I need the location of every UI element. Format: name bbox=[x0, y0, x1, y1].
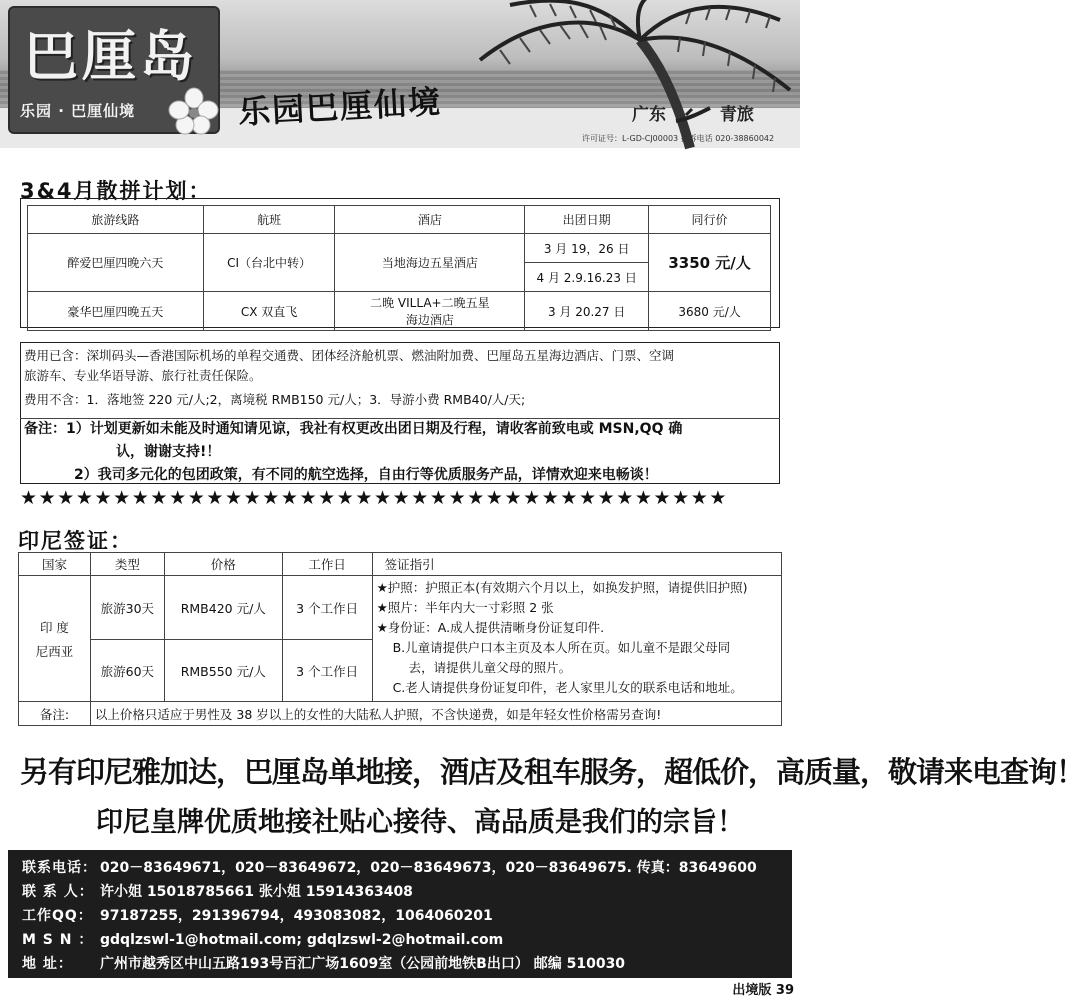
brand-logo bbox=[8, 6, 220, 134]
header-route: 旅游线路 bbox=[28, 206, 204, 234]
contact-address-row bbox=[22, 952, 778, 976]
hotel-cell: 当地海边五星酒店 bbox=[335, 234, 525, 292]
note-line: 认，谢谢支持!！ bbox=[116, 444, 221, 460]
swoosh-icon bbox=[672, 107, 714, 123]
flight-cell: CX 双直飞 bbox=[203, 292, 335, 331]
note-line: 2）我司多元化的包团政策，有不同的航空选择，自由行等优质服务产品，详情欢迎来电畅谈！ bbox=[74, 467, 658, 483]
qq-label: 工作QQ： bbox=[22, 908, 93, 924]
address-value: 广州市越秀区中山五路193号百汇广场1609室（公园前地铁B出口） 邮编 510030 bbox=[100, 956, 626, 972]
tour-heading: 3&4月散拼计划： bbox=[20, 179, 212, 203]
visa-heading: 印尼签证： bbox=[18, 529, 133, 553]
banner-title: 乐园巴厘仙境 bbox=[237, 82, 443, 132]
type-cell: 旅游60天 bbox=[90, 640, 164, 702]
page-number: 39 bbox=[775, 983, 794, 998]
agency-logo bbox=[632, 100, 754, 125]
person-value: 许小姐 15018785661 张小姐 15914363408 bbox=[100, 884, 413, 900]
country-line: 印 度 bbox=[39, 619, 69, 635]
phone-label: 联系电话： bbox=[22, 860, 97, 876]
contact-phone-row bbox=[22, 856, 778, 880]
license-text: 许可证号：L-GD-CJ00003 投诉电话 020-38860042 bbox=[582, 134, 775, 143]
workdays-cell: 3 个工作日 bbox=[282, 576, 372, 640]
qq-value: 97187255，291396794，493083082，1064060201 bbox=[100, 908, 493, 924]
date-cell: 4 月 2.9.16.23 日 bbox=[525, 263, 649, 292]
note-label: 备注: bbox=[19, 702, 91, 726]
req-line: 去，请提供儿童父母的照片。 bbox=[408, 660, 572, 675]
header-flight: 航班 bbox=[203, 206, 335, 234]
table-row bbox=[28, 292, 771, 331]
agency-name-right: 青旅 bbox=[719, 105, 754, 125]
page-tag bbox=[732, 979, 794, 998]
price-cell: RMB420 元/人 bbox=[164, 576, 282, 640]
visa-table bbox=[18, 552, 782, 726]
hotel-line: 二晚 VILLA+二晚五星 bbox=[370, 296, 490, 310]
tour-table bbox=[27, 205, 771, 331]
visa-requirements bbox=[372, 576, 781, 702]
logo-main-text: 巴厘岛 bbox=[24, 24, 198, 88]
date-cell: 3 月 19，26 日 bbox=[525, 234, 649, 263]
flight-cell: CI（台北中转） bbox=[203, 234, 335, 292]
promo-line-1: 另有印尼雅加达，巴厘岛单地接，酒店及租车服务，超低价，高质量，敬请来电查询！ bbox=[20, 755, 1084, 789]
type-cell: 旅游30天 bbox=[90, 576, 164, 640]
country-cell bbox=[19, 576, 91, 702]
price-cell: RMB550 元/人 bbox=[164, 640, 282, 702]
promo-line-2: 印尼皇牌优质地接社贴心接待、高品质是我们的宗旨！ bbox=[96, 807, 744, 838]
header-price: 价格 bbox=[164, 553, 282, 576]
route-cell: 豪华巴厘四晚五天 bbox=[28, 292, 204, 331]
req-line: ★身份证：A.成人提供清晰身份证复印件. bbox=[376, 620, 605, 635]
req-line: C.老人请提供身份证复印件，老人家里儿女的联系电话和地址。 bbox=[392, 680, 743, 695]
visa-header-row bbox=[19, 553, 782, 576]
note-text: 以上价格只适应于男性及 38 岁以上的女性的大陆私人护照，不含快递费，如是年轻女性价格需另查询! bbox=[90, 702, 781, 726]
route-cell: 醉爱巴厘四晚六天 bbox=[28, 234, 204, 292]
fees-excluded-line: 费用不含：1．落地签 220 元/人;2，离境税 RMB150 元/人；3．导游小费 RMB40/人/天; bbox=[24, 392, 526, 407]
agency-name-left: 广东 bbox=[632, 105, 666, 125]
note-line: 备注：1）计划更新如未能及时通知请见谅，我社有权更改出团日期及行程，请收客前致电或 MSN,QQ 确 bbox=[24, 421, 683, 437]
hotel-line: 海边酒店 bbox=[405, 313, 454, 327]
date-cell: 3 月 20.27 日 bbox=[525, 292, 649, 331]
table-row bbox=[28, 234, 771, 263]
phone-value: 020－83649671，020－83649672，020－83649673，020－83649675. 传真：83649600 bbox=[100, 860, 757, 876]
star-divider: ★★★★★★★★★★★★★★★★★★★★★★★★★★★★★★★★★★★★★★ bbox=[20, 487, 729, 509]
workdays-cell: 3 个工作日 bbox=[282, 640, 372, 702]
price-cell: 3680 元/人 bbox=[649, 292, 771, 331]
header-banner bbox=[0, 0, 800, 148]
header-price: 同行价 bbox=[649, 206, 771, 234]
msn-value: gdqlzswl-1@hotmail.com; gdqlzswl-2@hotmail.com bbox=[100, 932, 504, 948]
header-hotel: 酒店 bbox=[335, 206, 525, 234]
notes-block bbox=[24, 418, 776, 487]
req-line: B.儿童请提供户口本主页及本人所在页。如儿童不是跟父母同 bbox=[392, 640, 731, 655]
fees-included-line: 费用已含：深圳码头—香港国际机场的单程交通费、团体经济舱机票、燃油附加费、巴厘岛五星海边酒店、门票、空调 bbox=[24, 348, 675, 363]
contact-person-row bbox=[22, 880, 778, 904]
header-workdays: 工作日 bbox=[282, 553, 372, 576]
flower-icon bbox=[168, 88, 220, 134]
palm-tree-icon bbox=[440, 0, 800, 148]
tour-header-row bbox=[28, 206, 771, 234]
table-row bbox=[19, 576, 782, 640]
contact-qq-row bbox=[22, 904, 778, 928]
header-guide: 签证指引 bbox=[372, 553, 781, 576]
header-type: 类型 bbox=[90, 553, 164, 576]
fees-block bbox=[24, 346, 776, 410]
header-country: 国家 bbox=[19, 553, 91, 576]
person-label: 联 系 人： bbox=[22, 884, 94, 900]
page-section: 出境版 bbox=[732, 983, 772, 998]
price-cell: 3350 元/人 bbox=[649, 234, 771, 292]
address-label: 地 址： bbox=[22, 956, 73, 972]
fees-included-line: 旅游车、专业华语导游、旅行社责任保险。 bbox=[24, 368, 262, 383]
req-line: ★照片：半年内大一寸彩照 2 张 bbox=[376, 600, 554, 615]
req-line: ★护照：护照正本(有效期六个月以上，如换发护照，请提供旧护照) bbox=[376, 580, 748, 595]
hotel-cell bbox=[335, 292, 525, 331]
country-line: 尼西亚 bbox=[35, 643, 74, 659]
contact-bar bbox=[8, 850, 792, 978]
msn-label: M S N ： bbox=[22, 932, 94, 948]
contact-msn-row bbox=[22, 928, 778, 952]
logo-sub-text: 乐园 · 巴厘仙境 bbox=[20, 102, 136, 120]
header-date: 出团日期 bbox=[525, 206, 649, 234]
visa-note-row bbox=[19, 702, 782, 726]
